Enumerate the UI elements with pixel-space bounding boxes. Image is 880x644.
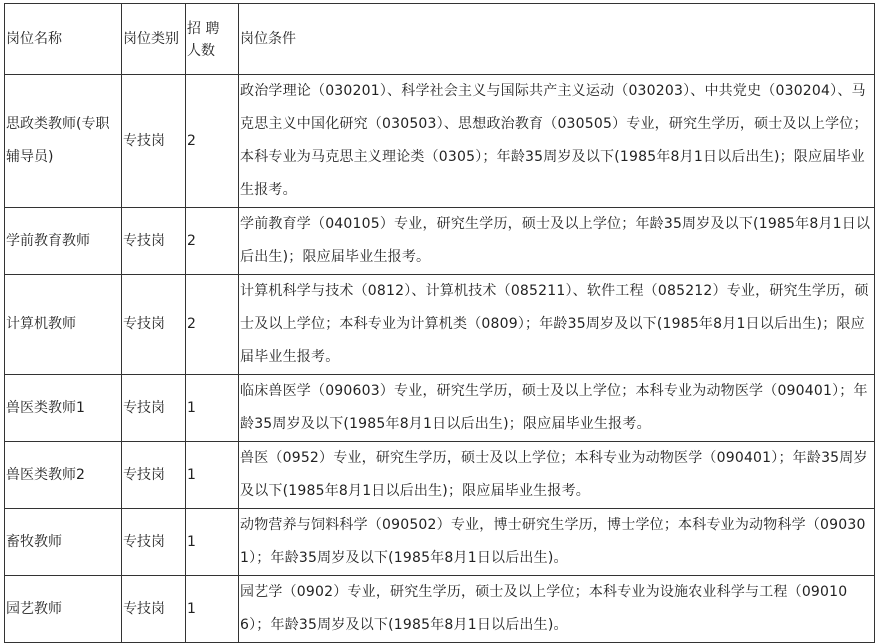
position-name-cell: 学前教育教师	[5, 208, 122, 275]
position-type-cell: 专技岗	[122, 509, 186, 576]
hire-count-cell: 2	[186, 208, 239, 275]
header-conditions: 岗位条件	[239, 4, 875, 75]
position-name-cell: 兽医类教师1	[5, 375, 122, 442]
recruitment-table	[4, 3, 875, 643]
header-row	[5, 4, 875, 75]
conditions-cell: 临床兽医学（090603）专业，研究生学历，硕士及以上学位；本科专业为动物医学（090401）；年龄35周岁及以下(1985年8月1日以后出生)；限应届毕业生报考。	[239, 375, 875, 442]
hire-count-cell: 2	[186, 75, 239, 208]
position-type-cell: 专技岗	[122, 442, 186, 509]
position-type-cell: 专技岗	[122, 576, 186, 643]
hire-count-cell: 1	[186, 576, 239, 643]
table-row	[5, 375, 875, 442]
position-type-cell: 专技岗	[122, 275, 186, 375]
header-hire-count: 招 聘 人数	[186, 4, 239, 75]
conditions-cell: 学前教育学（040105）专业，研究生学历，硕士及以上学位；年龄35周岁及以下(1985年8月1日以后出生)；限应届毕业生报考。	[239, 208, 875, 275]
conditions-cell: 园艺学（0902）专业，研究生学历，硕士及以上学位；本科专业为设施农业科学与工程（090106）；年龄35周岁及以下(1985年8月1日以后出生)。	[239, 576, 875, 643]
position-name-cell: 思政类教师(专职辅导员)	[5, 75, 122, 208]
conditions-cell: 动物营养与饲料科学（090502）专业，博士研究生学历，博士学位；本科专业为动物科学（090301）；年龄35周岁及以下(1985年8月1日以后出生)。	[239, 509, 875, 576]
header-position-type: 岗位类别	[122, 4, 186, 75]
table-row	[5, 75, 875, 208]
hire-count-cell: 1	[186, 375, 239, 442]
conditions-cell: 计算机科学与技术（0812）、计算机技术（085211）、软件工程（085212）专业，研究生学历，硕士及以上学位；本科专业为计算机类（0809）；年龄35周岁及以下(1985年8月1日以后出生)；限应届毕业生报考。	[239, 275, 875, 375]
hire-count-cell: 2	[186, 275, 239, 375]
position-name-cell: 园艺教师	[5, 576, 122, 643]
position-name-cell: 计算机教师	[5, 275, 122, 375]
conditions-cell: 兽医（0952）专业，研究生学历，硕士及以上学位；本科专业为动物医学（090401）；年龄35周岁及以下(1985年8月1日以后出生)；限应届毕业生报考。	[239, 442, 875, 509]
position-type-cell: 专技岗	[122, 375, 186, 442]
table-row	[5, 576, 875, 643]
position-type-cell: 专技岗	[122, 75, 186, 208]
table-row	[5, 208, 875, 275]
position-name-cell: 兽医类教师2	[5, 442, 122, 509]
position-type-cell: 专技岗	[122, 208, 186, 275]
table-row	[5, 275, 875, 375]
conditions-cell: 政治学理论（030201）、科学社会主义与国际共产主义运动（030203）、中共党史（030204）、马克思主义中国化研究（030503）、思想政治教育（030505）专业，研究生学历，硕士及以上学位；本科专业为马克思主义理论类（0305）；年龄35周岁及以下(1985年8月1日以后出生)；限应届毕业生报考。	[239, 75, 875, 208]
hire-count-cell: 1	[186, 442, 239, 509]
table-row	[5, 442, 875, 509]
header-position-name: 岗位名称	[5, 4, 122, 75]
hire-count-cell: 1	[186, 509, 239, 576]
table-row	[5, 509, 875, 576]
position-name-cell: 畜牧教师	[5, 509, 122, 576]
